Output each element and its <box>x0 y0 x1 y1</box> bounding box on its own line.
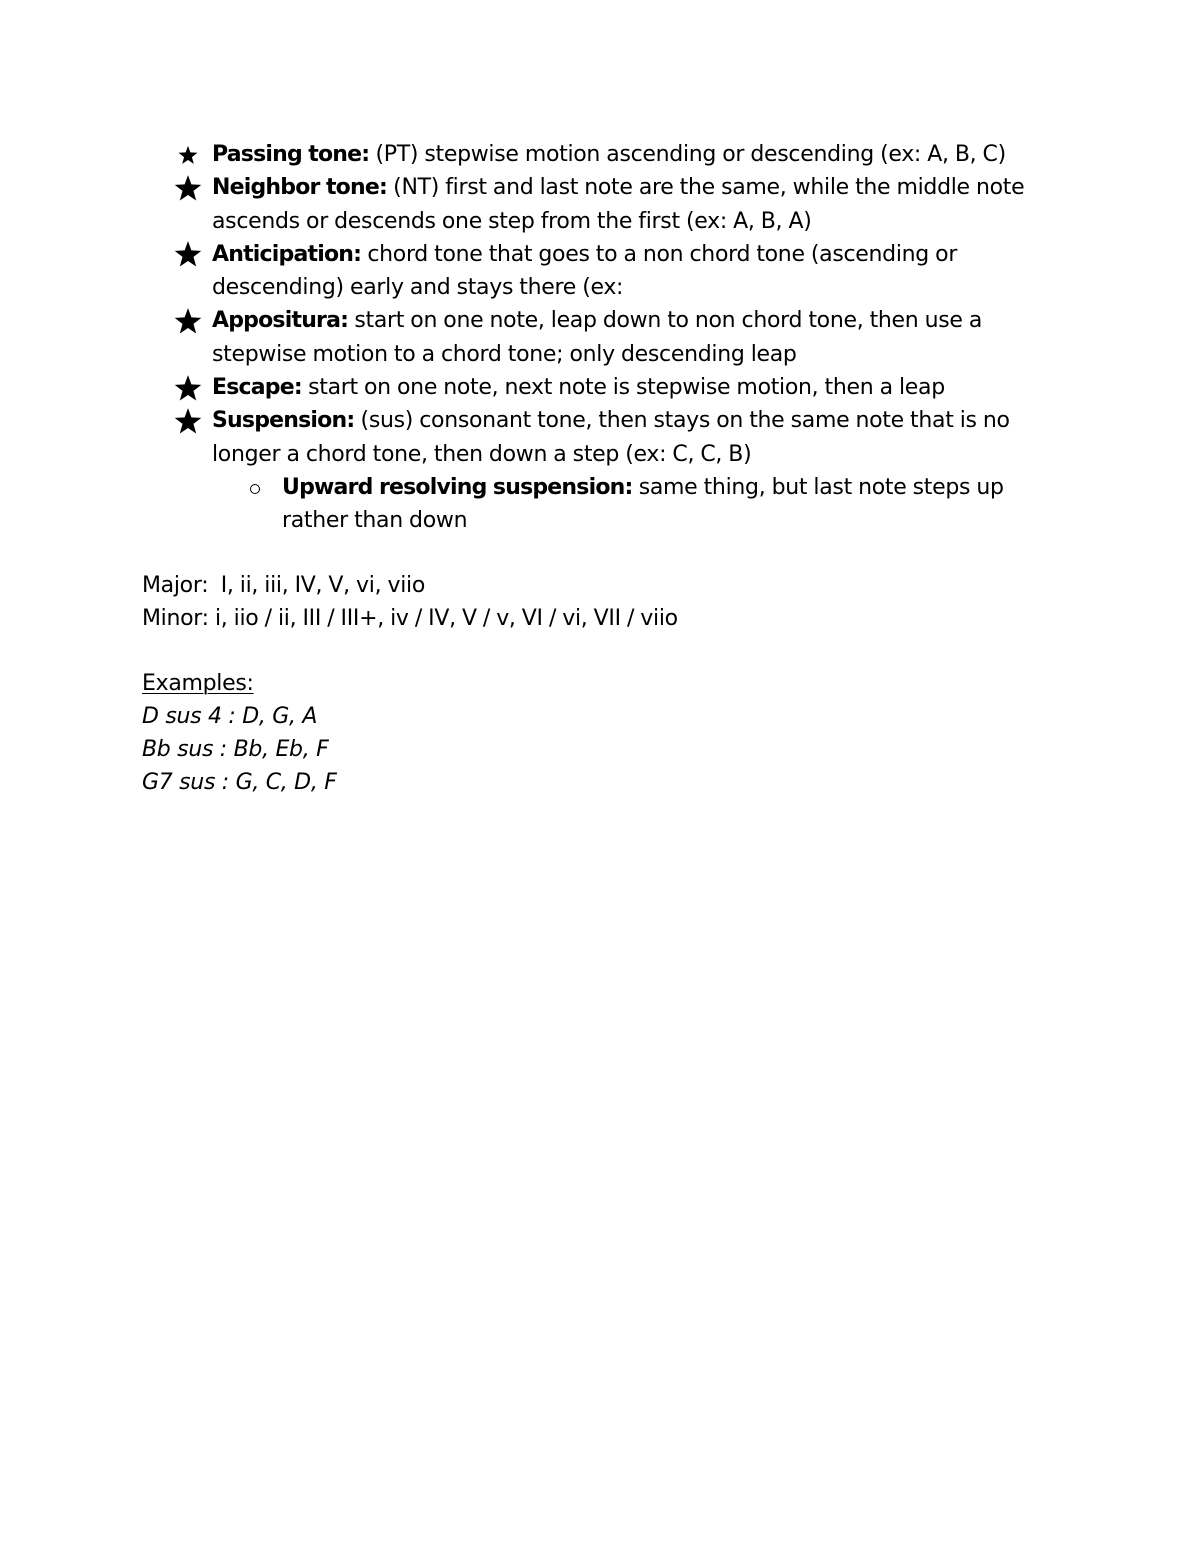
example-line: D sus 4 : D, G, A <box>142 704 318 729</box>
definition-text: (PT) stepwise motion ascending or descending (ex: A, B, C) <box>369 142 1006 167</box>
star-icon <box>174 138 202 171</box>
hollow-circle-icon <box>248 471 262 504</box>
list-item-appositura <box>172 304 1072 371</box>
star-icon <box>174 371 202 404</box>
list-item-anticipation <box>172 238 1072 305</box>
definition-text: start on one note, leap down to non chord tone, then use a stepwise motion to a chord tone; only descending leap <box>212 308 983 367</box>
term-label: Escape: <box>212 375 302 401</box>
term-label: Upward resolving suspension: <box>282 474 633 500</box>
major-chords-line: Major: I, ii, iii, IV, V, vi, viio <box>142 573 425 598</box>
star-icon <box>174 238 202 271</box>
chord-qualities <box>142 569 678 635</box>
definition-text: chord tone that goes to a non chord tone (ascending or descending) early and stays there (ex: <box>212 241 958 301</box>
example-line: G7 sus : G, C, D, F <box>142 770 337 795</box>
term-label: Suspension: <box>212 408 355 434</box>
definition-text: start on one note, next note is stepwise motion, then a leap <box>301 375 945 401</box>
examples-section <box>142 667 337 799</box>
examples-heading: Examples: <box>142 671 254 696</box>
definition-text: same thing, but last note steps up rather than down <box>282 474 1004 534</box>
example-line: Bb sus : Bb, Eb, F <box>142 737 329 762</box>
star-icon <box>174 304 202 337</box>
star-icon <box>174 404 202 437</box>
list-item-suspension <box>172 404 1072 471</box>
definition-text: (sus) consonant tone, then stays on the same note that is no longer a chord tone, then down a step (ex: C, C, B) <box>212 408 1010 467</box>
list-item-escape <box>172 371 1072 404</box>
list-item-neighbor-tone <box>172 171 1072 238</box>
term-label: Neighbor tone: <box>212 175 387 201</box>
list-item-passing-tone <box>172 138 1072 171</box>
sub-list-item-upward-resolving-suspension <box>172 471 1072 538</box>
term-label: Passing tone: <box>212 142 370 167</box>
definition-text: (NT) first and last note are the same, while the middle note ascends or descends one step from the first (ex: A, B, A) <box>212 175 1025 234</box>
term-label: Anticipation: <box>212 241 362 267</box>
term-label: Appositura: <box>212 308 349 334</box>
minor-chords-line: Minor: i, iio / ii, III / III+, iv / IV, V / v, VI / vi, VII / viio <box>142 606 678 631</box>
non-chord-tone-list <box>172 138 1072 538</box>
star-icon <box>174 171 202 204</box>
